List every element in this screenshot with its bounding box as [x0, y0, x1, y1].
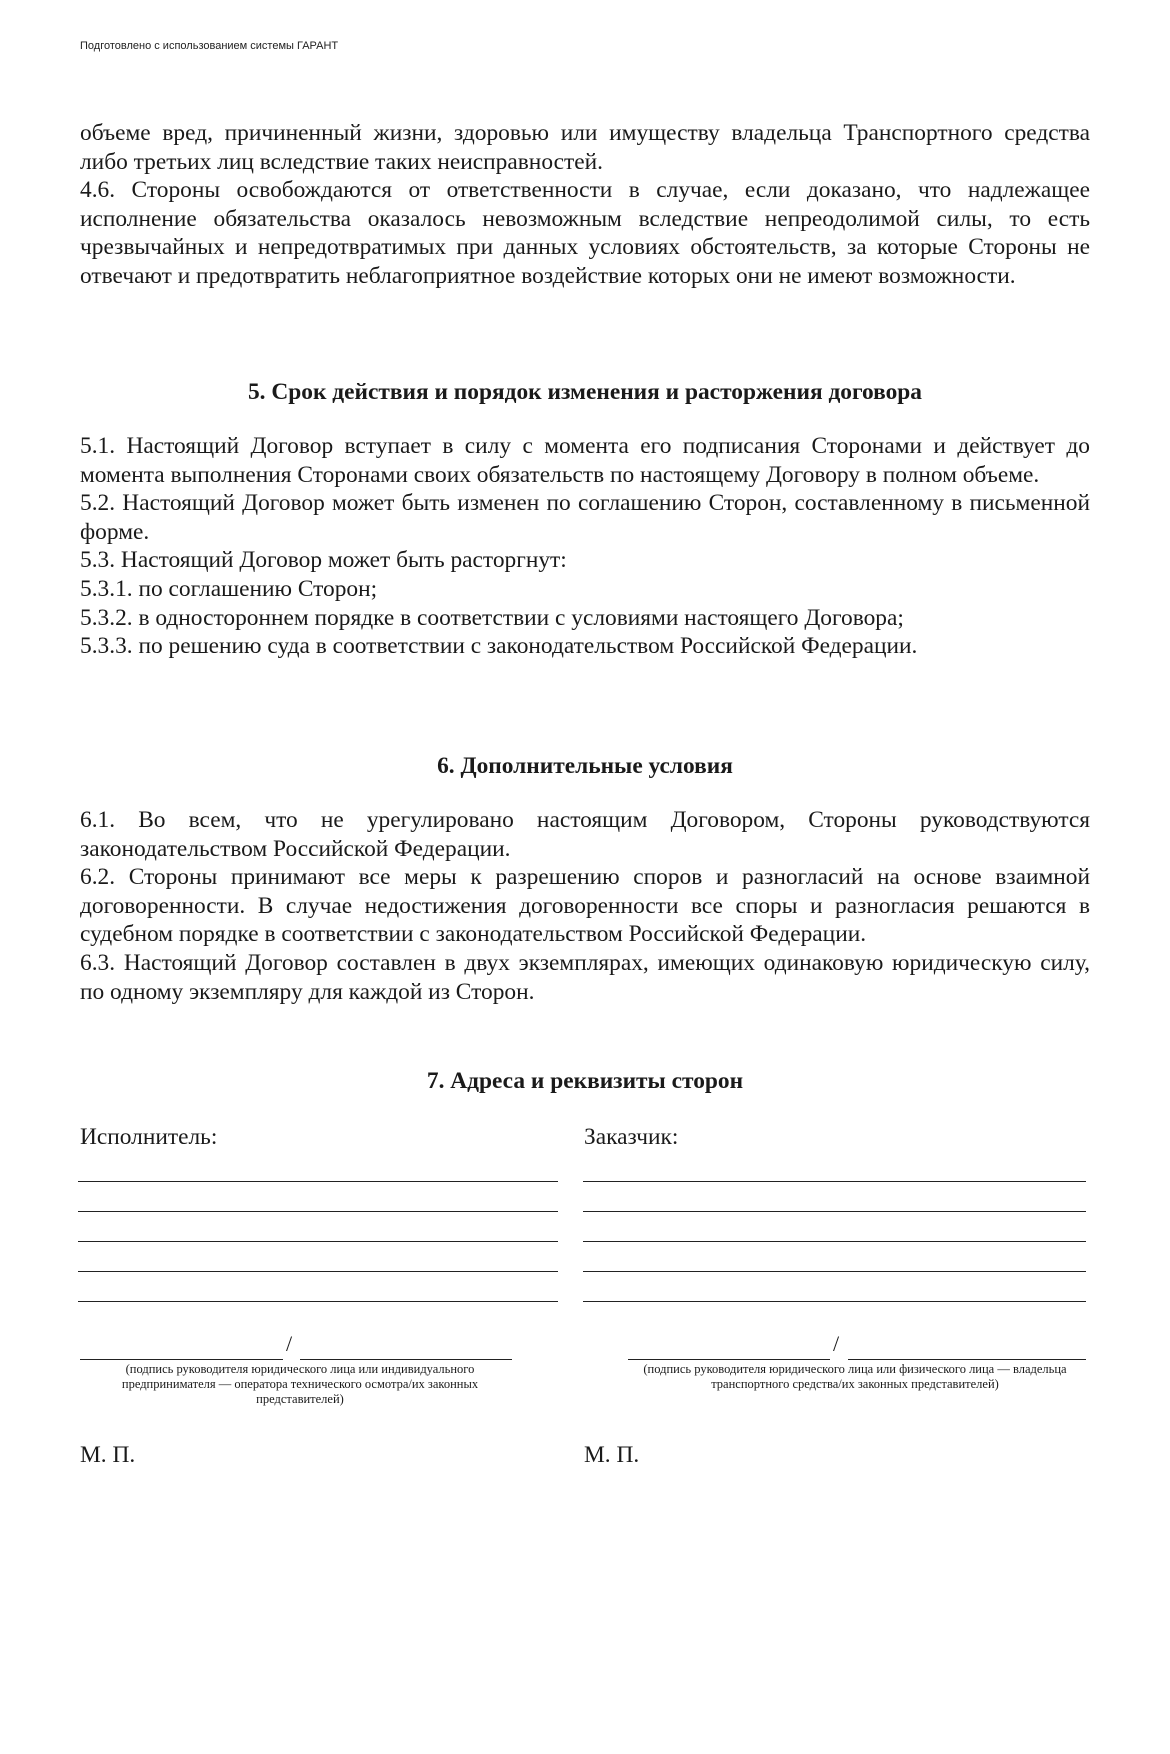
requisites-line [78, 1181, 558, 1182]
customer-signature-caption: (подпись руководителя юридического лица или физического лица — владельца транспортного средства/их законных представителей) [643, 1362, 1067, 1391]
section-title: 7. Адреса и реквизиты сторон [426, 1068, 744, 1094]
executor-stamp: М. П. [80, 1442, 136, 1468]
paragraph: 4.6. Стороны освобождаются от ответственности в случае, если доказано, что надлежащее исполнение обязательства оказалось невозможным вследствие непреодолимой силы, то есть чрезвычайных и непредотвратимых при данных условиях обстоятельств, за которые Стороны не отвечают и предотвратить неблагоприятное воздействие которых они не имеют возможности. [80, 177, 1090, 289]
signature-slash: / [833, 1331, 840, 1356]
paragraph: 5.3.1. по соглашению Сторон; [80, 575, 378, 602]
requisites-line [583, 1301, 1086, 1302]
paragraph: 5.3. Настоящий Договор может быть расторгнут: [80, 547, 567, 574]
paragraph: объеме вред, причиненный жизни, здоровью или имуществу владельца Транспортного средства либо третьих лиц вследствие таких неисправностей. [80, 120, 1090, 175]
name-line [848, 1359, 1086, 1360]
executor-signature-caption: (подпись руководителя юридического лица или индивидуального предпринимателя — оператора технического осмотра/их законных представителей) [121, 1362, 479, 1406]
requisites-line [78, 1241, 558, 1242]
paragraph: 5.3.2. в одностороннем порядке в соответствии с условиями настоящего Договора; [80, 604, 904, 631]
requisites-line [78, 1271, 558, 1272]
paragraph: 6.3. Настоящий Договор составлен в двух экземплярах, имеющих одинаковую юридическую силу, по одному экземпляру для каждой из Сторон. [80, 949, 1090, 1005]
paragraph: 6.2. Стороны принимают все меры к разрешению споров и разногласий на основе взаимной договоренности. В случае недостижения договоренности все споры и разногласия решаются в судебном порядке в соответствии с законодательством Российской Федерации. [80, 864, 1090, 948]
signature-line [80, 1359, 283, 1360]
section6-body [80, 806, 1090, 1006]
requisites-line [78, 1301, 558, 1302]
header-note: Подготовлено с использованием системы ГАРАНТ [80, 40, 339, 52]
section-title: 5. Срок действия и порядок изменения и расторжения договора [247, 379, 922, 405]
paragraph: 6.1. Во всем, что не урегулировано настоящим Договором, Стороны руководствуются законодательством Российской Федерации. [80, 807, 1090, 862]
section4-continuation [80, 119, 1090, 291]
requisites-line [583, 1241, 1086, 1242]
name-line [300, 1359, 512, 1360]
requisites-line [583, 1271, 1086, 1272]
paragraph: 5.2. Настоящий Договор может быть изменен по соглашению Сторон, составленному в письменной форме. [80, 490, 1090, 545]
section5-body [80, 432, 1090, 661]
section-title: 6. Дополнительные условия [437, 753, 733, 779]
executor-label: Исполнитель: [80, 1124, 218, 1150]
paragraph: 5.3.3. по решению суда в соответствии с законодательством Российской Федерации. [80, 633, 918, 660]
requisites-line [583, 1181, 1086, 1182]
customer-label: Заказчик: [584, 1124, 679, 1150]
signature-slash: / [286, 1331, 293, 1356]
requisites-line [78, 1211, 558, 1212]
requisites-line [583, 1211, 1086, 1212]
signature-line [628, 1359, 830, 1360]
paragraph: 5.1. Настоящий Договор вступает в силу с момента его подписания Сторонами и действует до момента выполнения Сторонами своих обязательств по настоящему Договору в полном объеме. [80, 433, 1090, 488]
customer-stamp: М. П. [584, 1442, 640, 1468]
